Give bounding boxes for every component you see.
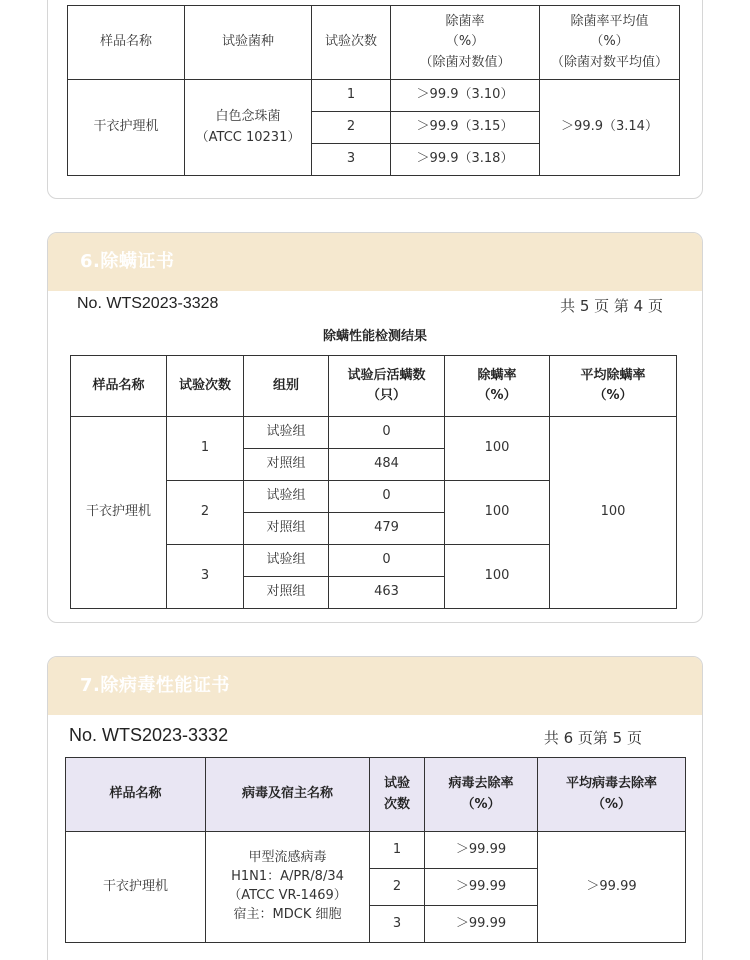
sample-name-cell: 干衣护理机 [68,80,185,176]
document-number: No. WTS2023-3328 [77,295,219,312]
live-mite-count: 0 [329,545,445,577]
card-header [48,233,702,291]
header-mite-removal-rate: 除螨率 （%） [445,356,550,417]
mite-removal-rate: 100 [445,545,550,609]
header-virus-host: 病毒及宿主名称 [206,758,370,832]
header-live-mites: 试验后活螨数 （只） [329,356,445,417]
header-trial-count: 试验次数 [167,356,244,417]
trial-number: 1 [167,417,244,481]
header-group: 组别 [244,356,329,417]
virus-removal-card [47,656,703,960]
header-sample-name: 样品名称 [66,758,206,832]
group-label: 试验组 [244,417,329,449]
page-info: 共 5 页 第 4 页 [560,297,663,315]
removal-rate: ＞99.9（3.18） [391,144,540,176]
group-label: 对照组 [244,513,329,545]
virus-removal-rate: ＞99.99 [425,832,538,869]
antibacterial-table [67,5,680,176]
mite-removal-rate: 100 [445,417,550,481]
trial-number: 3 [370,906,425,943]
header-virus-removal-rate: 病毒去除率 （%） [425,758,538,832]
removal-rate: ＞99.9（3.15） [391,112,540,144]
header-trial-count: 试验次数 [312,6,391,80]
live-mite-count: 463 [329,577,445,609]
virus-removal-table [65,757,686,943]
virus-host-cell: 甲型流感病毒 H1N1：A/PR/8/34 （ATCC VR-1469） 宿主：MDCK 细胞 [206,832,370,943]
header-removal-rate: 除菌率 （%） （除菌对数值） [391,6,540,80]
mite-removal-table [70,355,677,609]
removal-rate: ＞99.9（3.10） [391,80,540,112]
page-info: 共 6 页第 5 页 [543,729,642,747]
header-trial-count: 试验 次数 [370,758,425,832]
trial-number: 2 [312,112,391,144]
header-sample-name: 样品名称 [71,356,167,417]
virus-removal-rate: ＞99.99 [425,906,538,943]
group-label: 试验组 [244,481,329,513]
trial-number: 2 [167,481,244,545]
live-mite-count: 0 [329,481,445,513]
group-label: 对照组 [244,449,329,481]
trial-number: 1 [312,80,391,112]
group-label: 试验组 [244,545,329,577]
header-average-removal-rate: 平均除螨率 （%） [550,356,677,417]
trial-number: 1 [370,832,425,869]
card-header [48,657,702,715]
virus-removal-rate: ＞99.99 [425,869,538,906]
live-mite-count: 484 [329,449,445,481]
header-sample-name: 样品名称 [68,6,185,80]
header-removal-rate-average: 除菌率平均值 （%） （除菌对数平均值） [540,6,680,80]
average-removal-rate: 100 [550,417,677,609]
strain-cell: 白色念珠菌 （ATCC 10231） [185,80,312,176]
sample-name-cell: 干衣护理机 [71,417,167,609]
trial-number: 3 [167,545,244,609]
live-mite-count: 0 [329,417,445,449]
header-average-virus-removal-rate: 平均病毒去除率 （%） [538,758,686,832]
group-label: 对照组 [244,577,329,609]
sample-name-cell: 干衣护理机 [66,832,206,943]
mite-removal-card [47,232,703,623]
average-virus-removal-rate: ＞99.99 [538,832,686,943]
trial-number: 3 [312,144,391,176]
section-title: 7.除病毒性能证书 [80,675,230,696]
mite-removal-rate: 100 [445,481,550,545]
antibacterial-card [47,0,703,199]
header-strain: 试验菌种 [185,6,312,80]
table-caption: 除螨性能检测结果 [322,329,427,344]
document-number: No. WTS2023-3332 [69,725,229,745]
live-mite-count: 479 [329,513,445,545]
trial-number: 2 [370,869,425,906]
section-title: 6.除螨证书 [80,251,175,272]
removal-rate-average: ＞99.9（3.14） [540,80,680,176]
